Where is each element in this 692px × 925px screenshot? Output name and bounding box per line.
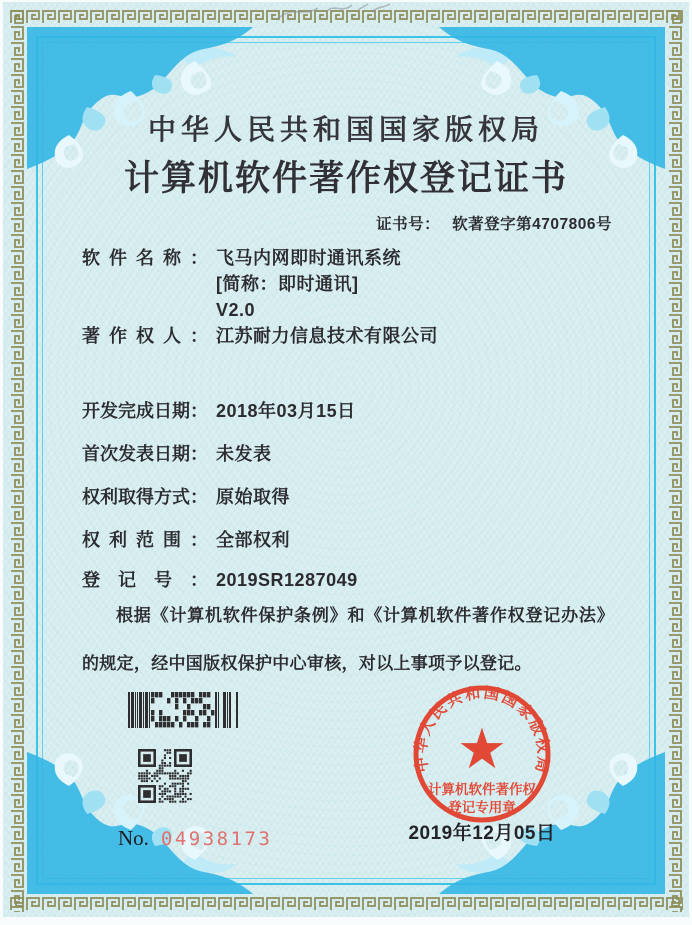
field-value: 飞马内网即时通讯系统 [简称：即时通讯] V2.0 (216, 248, 401, 320)
field-value: 2019SR1287049 (216, 570, 358, 590)
field-row (82, 527, 622, 553)
seal-ring-text: 中华人民共和国国家版权局 (411, 683, 553, 777)
field-value: 江苏耐力信息技术有限公司 (216, 326, 438, 346)
seal-star-icon: ★ (456, 717, 508, 780)
certificate-number-value: 软著登字第4707806号 (452, 216, 612, 233)
certificate-number (376, 212, 612, 234)
seal-text-line1: 计算机软件著作权 (428, 782, 536, 797)
qr-code-icon (138, 749, 192, 803)
barcode-icon (128, 692, 238, 728)
seal-text-line2: 登记专用章 (448, 800, 516, 815)
certificate-number-label: 证书号： (376, 216, 441, 233)
pencil-scribble (272, 0, 402, 26)
field-label: 权利范围： (82, 530, 208, 550)
field-row (82, 398, 622, 424)
registration-statement: 根据《计算机软件保护条例》和《计算机软件著作权登记办法》的规定，经中国版权保护中心审核，对以上事项予以登记。 (82, 606, 614, 673)
serial-number-label: No. (118, 826, 149, 850)
field-value: 2018年03月15日 (216, 401, 356, 421)
field-label: 软件名称： (82, 248, 208, 268)
authority-title: 中华人民共和国国家版权局 (147, 114, 544, 145)
field-value: 未发表 (216, 444, 272, 464)
field-row (82, 484, 622, 510)
field-row (82, 245, 622, 323)
fields (82, 245, 622, 610)
field-row (82, 323, 622, 349)
meander-border-bottom (9, 896, 683, 912)
field-label: 首次发表日期： (82, 444, 208, 464)
serial-number (118, 826, 272, 851)
serial-number-value: 04938173 (160, 828, 273, 850)
field-row (82, 441, 622, 467)
field-row (82, 567, 622, 593)
field-label: 登记号： (82, 570, 208, 590)
field-label: 权利取得方式： (82, 487, 208, 507)
certificate-title: 计算机软件著作权登记证书 (123, 159, 568, 198)
field-value: 全部权利 (216, 530, 290, 550)
field-value: 原始取得 (216, 487, 290, 507)
field-label: 著作权人： (82, 326, 208, 346)
issue-date: 2019年12月05日 (408, 823, 556, 844)
field-label: 开发完成日期： (82, 401, 208, 421)
official-seal (397, 669, 567, 839)
